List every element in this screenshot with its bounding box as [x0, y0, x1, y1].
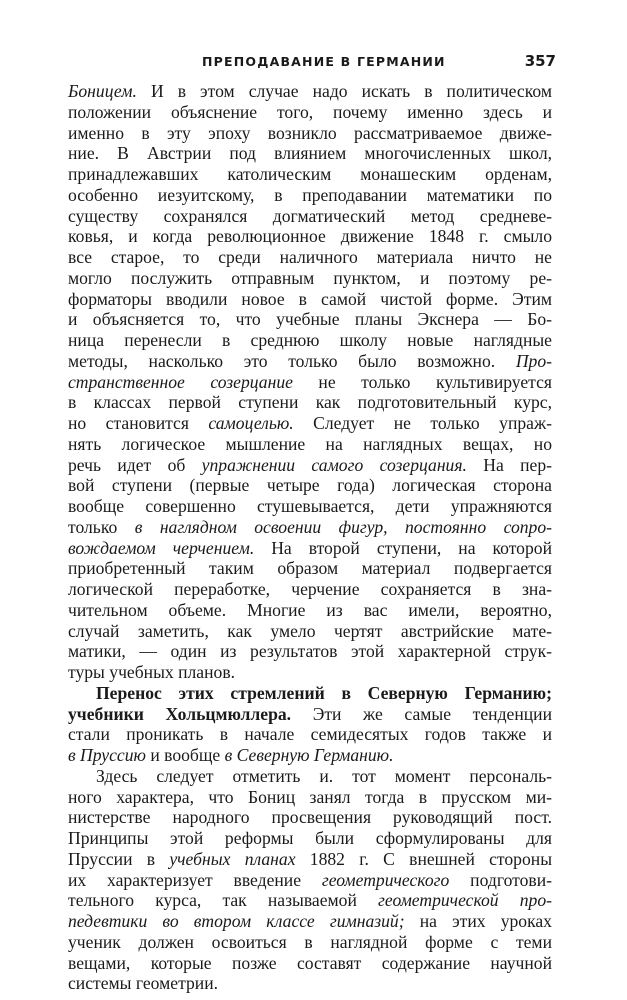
bold-heading-text: учебники Хольцмюллера.: [68, 703, 292, 724]
text-line: [68, 538, 552, 559]
page-header: [96, 54, 556, 74]
text-segment: системы геометрии.: [68, 973, 219, 994]
text-segment: на этих уроках: [404, 911, 552, 931]
text-segment: положении объяснение того, почему именно здесь и: [68, 101, 552, 122]
text-line: [68, 662, 552, 683]
text-segment: 1882 г. С внешней стороны: [295, 848, 553, 869]
text-line: [68, 164, 552, 185]
text-segment: речь идет об: [68, 454, 202, 475]
text-segment: принадлежавших католическим монашеским орденам,: [68, 164, 552, 184]
text-segment: вообще совершенно стушевывается, дети упражняются: [68, 496, 552, 516]
text-line: [68, 745, 552, 766]
text-segment: чительном объеме. Многие из вас имели, вероятно,: [68, 599, 552, 620]
text-line: [68, 247, 552, 268]
text-segment: вой ступени (первые четыре года) логическая сторона: [68, 475, 552, 496]
text-segment: вещами, которые позже составят содержание научной: [68, 952, 552, 973]
text-segment: существу сохранялся догматический метод средневе-: [68, 205, 552, 226]
text-line: [68, 683, 552, 704]
emphasis-text: педевтики во втором классе гимназий;: [68, 911, 405, 931]
text-line: [68, 704, 552, 725]
text-line: [68, 558, 552, 579]
text-segment: только: [68, 516, 135, 537]
body-text: [68, 81, 552, 994]
text-line: [68, 226, 552, 247]
text-line: [68, 289, 552, 310]
text-line: [68, 185, 552, 206]
emphasis-text: вождаемом черчением.: [68, 537, 255, 558]
emphasis-text: упражнении самого созерцания.: [201, 454, 467, 475]
text-line: [68, 579, 552, 600]
text-segment: На второй ступени, на которой: [254, 537, 552, 558]
text-segment: ученик должен освоиться в наглядной форме с теми: [68, 931, 552, 952]
text-segment: туры учебных планов.: [68, 662, 236, 682]
text-line: [68, 455, 552, 476]
text-line: [68, 143, 552, 164]
text-line: [68, 807, 552, 828]
text-segment: подготови-: [449, 869, 552, 890]
text-segment: тельного курса, так называемой: [68, 890, 378, 911]
text-line: [68, 475, 552, 496]
text-segment: ного характера, что Бониц занял тогда в прусском ми-: [68, 786, 552, 807]
text-segment: форматоры вводили новое в самой чистой форме. Этим: [68, 288, 552, 309]
text-segment: На пер-: [466, 454, 552, 475]
text-segment: матики, — один из результатов этой характерной струк-: [68, 641, 552, 662]
text-segment: в классах первой ступени как подготовительный курс,: [68, 392, 552, 413]
text-line: [68, 724, 552, 745]
paragraph-2: [68, 683, 552, 766]
emphasis-text: геометрической про-: [378, 890, 552, 911]
text-line: [68, 351, 552, 372]
text-line: [68, 870, 552, 891]
text-segment: случай заметить, как умело чертят австрийские мате-: [68, 620, 552, 641]
text-segment: ние. В Австрии под влиянием многочисленных школ,: [68, 143, 552, 164]
text-segment: все старое, то среди наличного материала ничто не: [68, 247, 552, 267]
text-line: [68, 953, 552, 974]
emphasis-text: самоцелью.: [208, 413, 294, 433]
text-segment: ковья, и когда революционное движение 1848 г. смыло: [68, 226, 552, 247]
text-segment: не только культивируется: [292, 371, 552, 392]
text-segment: особенно иезуитскому, в преподавании математики по: [68, 184, 552, 205]
text-line: [68, 973, 552, 994]
text-line: [68, 123, 552, 144]
text-line: [68, 849, 552, 870]
text-segment: именно в эту эпоху возникло рассматриваемое движе-: [68, 122, 552, 143]
text-segment: и вообще: [145, 745, 225, 765]
text-segment: Пруссии в: [68, 848, 170, 869]
text-segment: но становится: [68, 413, 209, 433]
text-line: [68, 434, 552, 455]
text-line: [68, 496, 552, 517]
bold-heading-text: Перенос этих стремлений в Северную Германию;: [96, 682, 552, 703]
text-line: [68, 392, 552, 413]
text-segment: нистерстве народного просвещения руководящий пост.: [68, 807, 552, 828]
emphasis-text: Боницем.: [68, 81, 137, 101]
text-line: [68, 81, 552, 102]
emphasis-text: геометрического: [321, 869, 450, 890]
text-segment: Здесь следует отметить и. тот момент персональ-: [96, 765, 552, 786]
running-title: ПРЕПОДАВАНИЕ В ГЕРМАНИИ: [202, 54, 446, 69]
text-segment: приобретенный таким образом материал подвергается: [68, 558, 552, 579]
text-line: [68, 372, 552, 393]
emphasis-text: в наглядном освоении фигур, постоянно сопро-: [134, 516, 552, 537]
text-segment: Принципы этой реформы были сформулированы для: [68, 828, 552, 848]
text-line: [68, 206, 552, 227]
emphasis-text: Про-: [515, 350, 552, 371]
text-segment: Следует не только упраж-: [293, 413, 552, 433]
text-line: [68, 911, 552, 932]
text-segment: ница перенесли в среднюю школу новые наглядные: [68, 330, 552, 350]
text-line: [68, 413, 552, 434]
text-segment: методы, насколько это только было возможно.: [68, 350, 516, 371]
page-number: 357: [524, 52, 556, 70]
text-line: [68, 766, 552, 787]
paragraph-3: [68, 766, 552, 994]
emphasis-text: в Пруссию: [68, 745, 146, 765]
text-line: [68, 600, 552, 621]
text-line: [68, 517, 552, 538]
text-segment: стали проникать в начале семидесятых годов также и: [68, 724, 552, 745]
text-line: [68, 890, 552, 911]
text-segment: могло послужить отправным пунктом, и поэтому ре-: [68, 267, 552, 288]
text-line: [68, 932, 552, 953]
paragraph-1: [68, 81, 552, 683]
emphasis-text: в Северную Германию.: [224, 745, 394, 765]
text-line: [68, 641, 552, 662]
text-segment: логической переработке, черчение сохраняется в зна-: [68, 579, 552, 599]
text-segment: их характеризует введение: [68, 869, 322, 890]
text-line: [68, 330, 552, 351]
text-line: [68, 102, 552, 123]
text-segment: и объясняется то, что учебные планы Экснера — Бо-: [68, 309, 552, 330]
text-segment: И в этом случае надо искать в политическом: [136, 81, 552, 101]
text-line: [68, 828, 552, 849]
emphasis-text: странственное созерцание: [68, 371, 293, 392]
text-line: [68, 621, 552, 642]
text-line: [68, 309, 552, 330]
text-line: [68, 268, 552, 289]
text-segment: Эти же самые тенденции: [291, 703, 552, 724]
text-segment: нять логическое мышление на наглядных вещах, но: [68, 433, 552, 454]
text-line: [68, 787, 552, 808]
emphasis-text: учебных планах: [169, 848, 296, 869]
